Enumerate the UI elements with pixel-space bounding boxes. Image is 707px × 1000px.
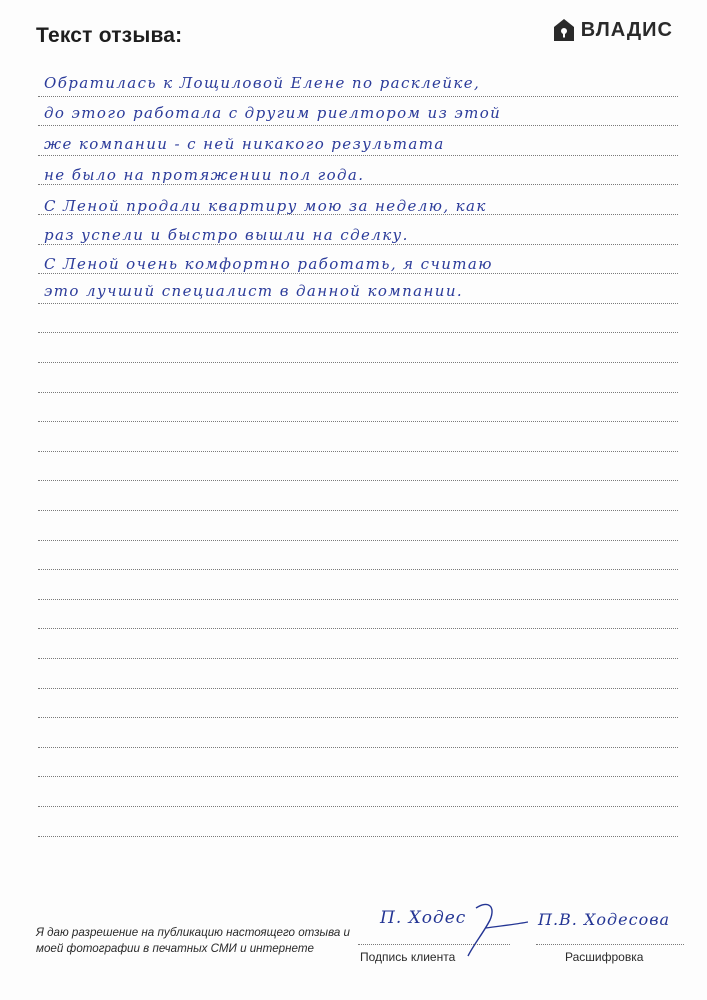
review-line: до этого работала с другим риелтором из этой <box>44 104 502 122</box>
ruled-line <box>38 836 678 837</box>
review-line: же компании - с ней никакого результата <box>44 135 445 153</box>
ruled-line <box>38 184 678 185</box>
ruled-line <box>38 569 678 570</box>
review-line: С Леной продали квартиру мою за неделю, как <box>44 197 487 215</box>
ruled-line <box>38 303 678 304</box>
ruled-line <box>38 717 678 718</box>
client-signature: П. Ходес <box>380 908 467 928</box>
ruled-lines <box>38 66 678 856</box>
ruled-line <box>38 776 678 777</box>
review-line: С Леной очень комфортно работать, я считаю <box>44 255 493 273</box>
ruled-line <box>38 155 678 156</box>
signature-caption: Подпись клиента <box>360 950 456 964</box>
ruled-line <box>38 392 678 393</box>
ruled-line <box>38 362 678 363</box>
ruled-line <box>38 747 678 748</box>
decipher-line <box>536 944 684 945</box>
ruled-line <box>38 273 678 274</box>
house-lock-icon <box>553 18 575 42</box>
ruled-line <box>38 480 678 481</box>
signature-decipher: П.В. Ходесова <box>538 910 671 929</box>
ruled-line <box>38 96 678 97</box>
ruled-line <box>38 688 678 689</box>
page-title: Текст отзыва: <box>36 24 183 47</box>
review-line: Обратилась к Лощиловой Елене по расклейке, <box>44 74 481 92</box>
review-line: не было на протяжении пол года. <box>44 166 365 184</box>
consent-statement: Я даю разрешение на публикацию настоящего отзыва и моей фотографии в печатных СМИ и интернете <box>36 926 351 955</box>
ruled-line <box>38 510 678 511</box>
signature-flourish <box>378 898 528 958</box>
review-line: раз успели и быстро вышли на сделку. <box>44 226 409 244</box>
review-line: это лучший специалист в данной компании. <box>44 282 464 300</box>
ruled-line <box>38 421 678 422</box>
decipher-caption: Расшифровка <box>565 950 644 964</box>
ruled-line <box>38 125 678 126</box>
logo-text: ВЛАДИС <box>580 18 673 41</box>
ruled-line <box>38 244 678 245</box>
ruled-line <box>38 540 678 541</box>
signature-line <box>358 944 510 945</box>
ruled-line <box>38 599 678 600</box>
company-logo <box>553 18 673 42</box>
ruled-line <box>38 628 678 629</box>
ruled-line <box>38 332 678 333</box>
ruled-line <box>38 451 678 452</box>
ruled-line <box>38 806 678 807</box>
ruled-line <box>38 658 678 659</box>
